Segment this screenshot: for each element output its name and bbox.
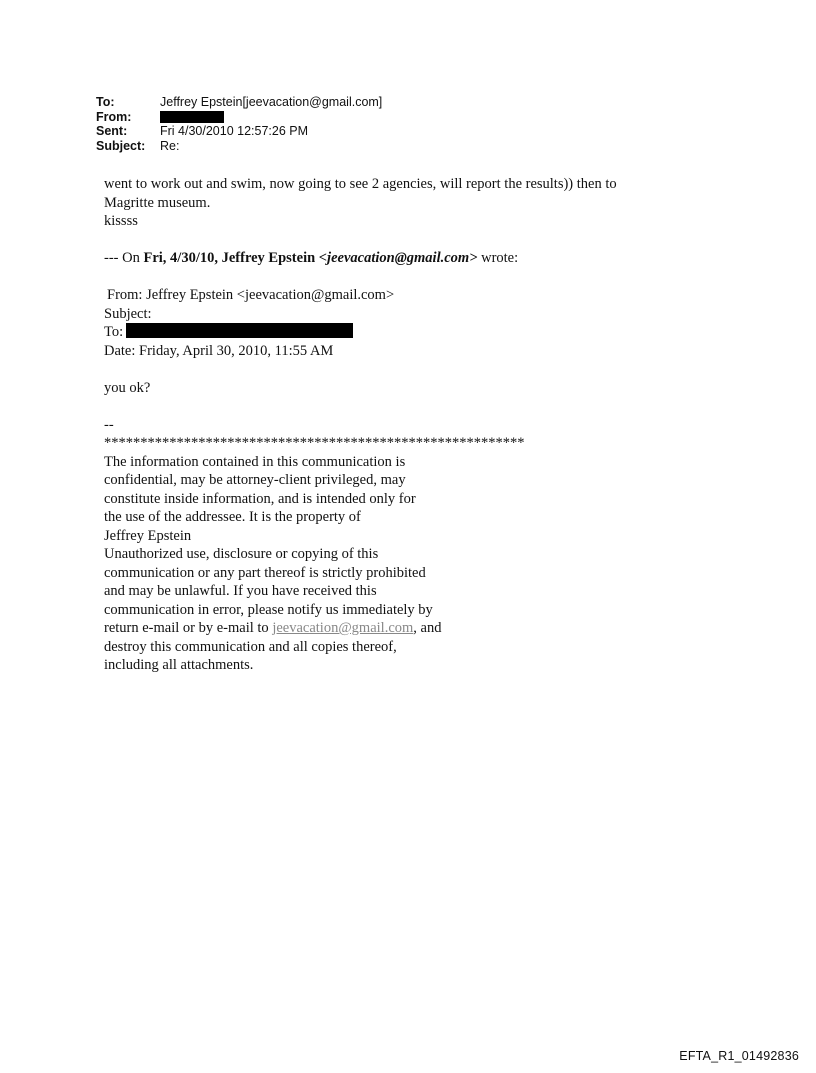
- subject-row: [96, 139, 382, 154]
- to-row: [96, 95, 382, 110]
- disclaimer-line: [104, 619, 744, 638]
- disclaimer-line: communication in error, please notify us immediately by: [104, 601, 433, 618]
- quoted-date: Date: Friday, April 30, 2010, 11:55 AM: [104, 342, 334, 359]
- quoted-from: From: Jeffrey Epstein <jeevacation@gmail.com>: [107, 287, 395, 303]
- email-body: [104, 175, 744, 675]
- quote-suffix: wrote:: [477, 250, 519, 266]
- quoted-to: [104, 323, 744, 342]
- to-value: Jeffrey Epstein[jeevacation@gmail.com]: [160, 95, 383, 109]
- quote-prefix: --- On: [104, 250, 144, 266]
- from-row: [96, 110, 382, 125]
- disclaimer-line: and may be unlawful. If you have received this: [104, 583, 377, 599]
- disclaimer-line: including all attachments.: [104, 657, 254, 673]
- from-redaction: [160, 111, 224, 123]
- disclaimer-line: The information contained in this communication is: [104, 453, 406, 470]
- disclaimer-line: the use of the addressee. It is the property of: [104, 509, 361, 525]
- disclaimer-line: confidential, may be attorney-client privileged, may: [104, 472, 406, 488]
- body-line-2: Magritte museum.: [104, 194, 211, 211]
- subject-value: Re:: [160, 138, 180, 153]
- body-line-1: went to work out and swim, now going to see 2 agencies, will report the results)) then to: [104, 176, 617, 192]
- quoted-to-label: To:: [104, 324, 124, 340]
- disclaimer-text: , and: [413, 620, 442, 636]
- body-line-3: kissss: [104, 213, 138, 229]
- disclaimer-line: constitute inside information, and is intended only for: [104, 490, 416, 507]
- quote-intro: [104, 249, 744, 268]
- from-label: From:: [96, 109, 132, 124]
- to-label: To:: [96, 95, 115, 109]
- quoted-subject: Subject:: [104, 305, 152, 322]
- disclaimer-line: Jeffrey Epstein: [104, 527, 192, 544]
- disclaimer-line: Unauthorized use, disclosure or copying of this: [104, 546, 379, 562]
- message-text: you ok?: [104, 379, 151, 396]
- signature-stars: **********************************************************: [104, 435, 525, 451]
- subject-label: Subject:: [96, 138, 146, 153]
- signature-dashes: --: [104, 416, 114, 433]
- document-id: EFTA_R1_01492836: [679, 1049, 799, 1063]
- sent-row: [96, 124, 382, 139]
- quote-email: <jeevacation@gmail.com>: [318, 250, 478, 266]
- email-header: [96, 95, 382, 153]
- sent-label: Sent:: [96, 124, 128, 138]
- to-redaction: [126, 323, 353, 338]
- quote-date-sender: Fri, 4/30/10, Jeffrey Epstein: [143, 250, 319, 266]
- sent-value: Fri 4/30/2010 12:57:26 PM: [160, 124, 309, 138]
- disclaimer-text: return e-mail or by e-mail to: [104, 620, 273, 636]
- email-link[interactable]: jeevacation@gmail.com: [272, 620, 414, 636]
- disclaimer-line: communication or any part thereof is strictly prohibited: [104, 564, 426, 581]
- disclaimer-line: destroy this communication and all copies thereof,: [104, 638, 397, 655]
